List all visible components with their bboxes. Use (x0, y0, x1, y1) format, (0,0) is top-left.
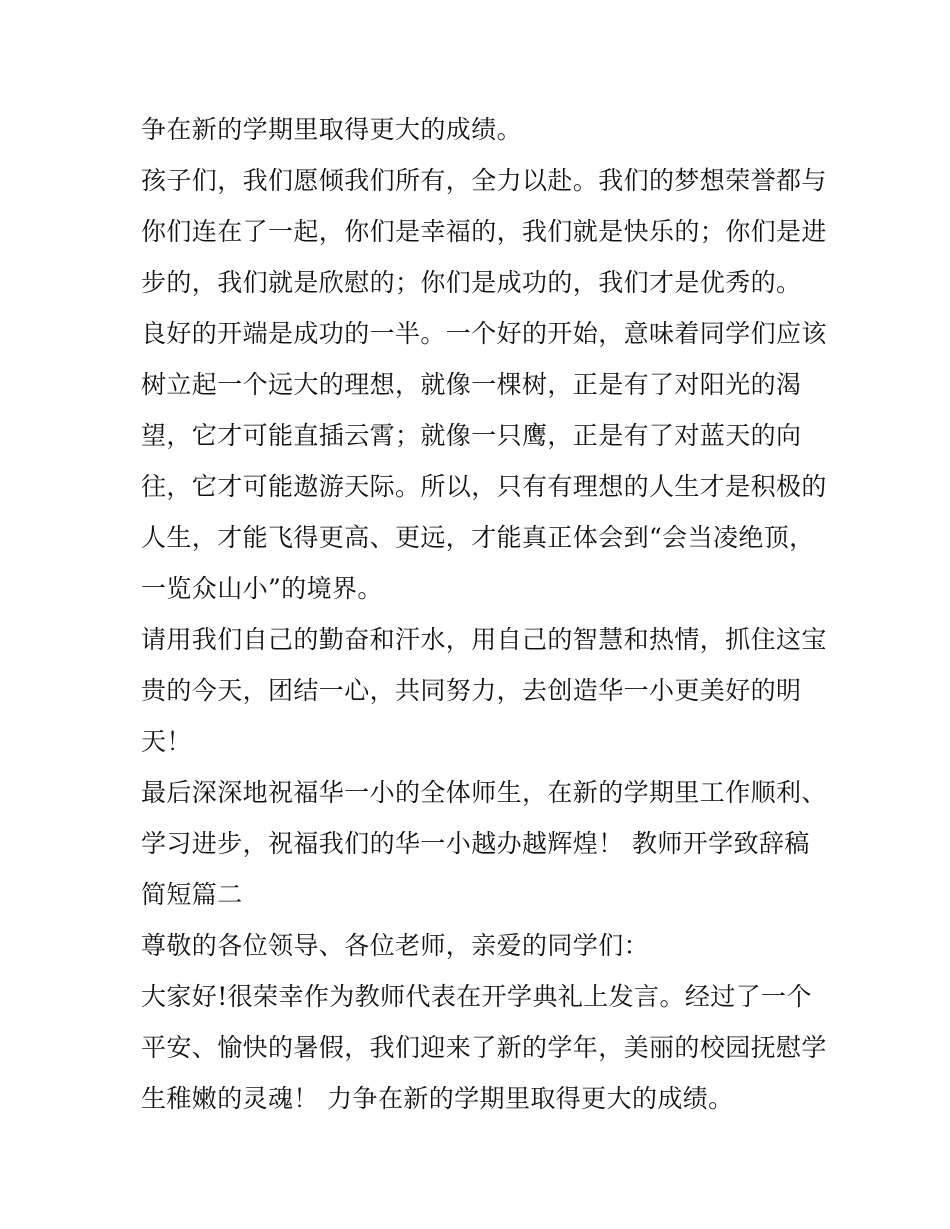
text-line: 孩子们，我们愿倾我们所有，全力以赴。我们的梦想荣誉都与 (141, 166, 827, 195)
text-line: 争在新的学期里取得更大的成绩。 (141, 115, 523, 144)
text-line: 大家好!很荣幸作为教师代表在开学典礼上发言。经过了一个 (141, 982, 812, 1011)
text-line: 平安、愉快的暑假，我们迎来了新的学年，美丽的校园抚慰学 (141, 1033, 827, 1062)
text-line: 树立起一个远大的理想，就像一棵树，正是有了对阳光的渴 (141, 370, 802, 399)
text-line: 尊敬的各位领导、各位老师，亲爱的同学们： (141, 931, 650, 960)
text-line: 学习进步，祝福我们的华一小越办越辉煌！ 教师开学致辞稿 (141, 829, 810, 858)
text-line: 生稚嫩的灵魂！ 力争在新的学期里取得更大的成绩。 (141, 1084, 734, 1113)
text-line: 贵的今天，团结一心，共同努力，去创造华一小更美好的明 (141, 676, 802, 705)
body-text (141, 108, 827, 1128)
text-line: 请用我们自己的勤奋和汗水，用自己的智慧和热情，抓住这宝 (141, 625, 827, 654)
text-line: 望，它才可能直插云霄；就像一只鹰，正是有了对蓝天的向 (141, 421, 802, 450)
text-line: 良好的开端是成功的一半。一个好的开始，意味着同学们应该 (141, 319, 827, 348)
text-line: 人生，才能飞得更高、更远，才能真正体会到“会当凌绝顶， (141, 523, 815, 552)
text-line: 步的，我们就是欣慰的；你们是成功的，我们才是优秀的。 (141, 268, 802, 297)
text-line: 天！ (141, 727, 192, 756)
text-line: 最后深深地祝福华一小的全体师生，在新的学期里工作顺利、 (141, 778, 827, 807)
text-line: 往，它才可能遨游天际。所以，只有有理想的人生才是积极的 (141, 472, 827, 501)
text-line: 简短篇二 (141, 880, 243, 909)
text-line: 你们连在了一起，你们是幸福的，我们就是快乐的；你们是进 (141, 217, 827, 246)
text-line: 一览众山小”的境界。 (141, 574, 383, 603)
